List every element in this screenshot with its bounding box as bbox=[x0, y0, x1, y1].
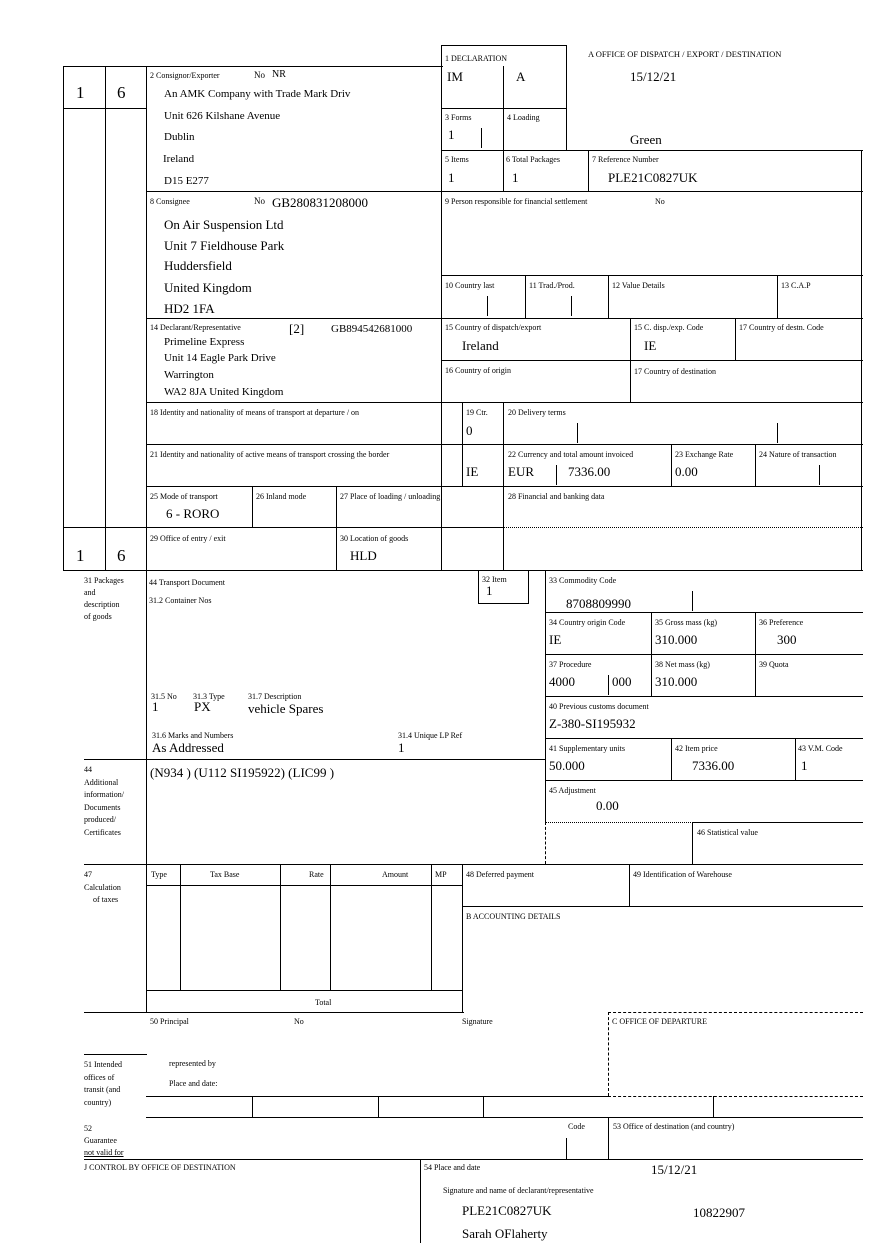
packages-side-label: 31 Packages and description of goods bbox=[84, 576, 124, 621]
dispatch-code-label: 15 C. disp./exp. Code bbox=[634, 323, 704, 332]
principal-no-label: No bbox=[294, 1017, 304, 1026]
declarant-line: WA2 8JA United Kingdom bbox=[164, 386, 284, 398]
location-goods-label: 30 Location of goods bbox=[340, 534, 409, 543]
exchange-rate-value: 0.00 bbox=[675, 464, 698, 479]
financial-banking-label: 28 Financial and banking data bbox=[508, 492, 605, 501]
item-counter-right: 6 bbox=[117, 546, 126, 565]
procedure-value: 4000 bbox=[549, 674, 575, 689]
destination-code-label: 17 Country of destn. Code bbox=[739, 323, 824, 332]
transport-border-value: IE bbox=[466, 464, 479, 479]
reference-number-label: 7 Reference Number bbox=[592, 155, 659, 164]
nature-transaction-label: 24 Nature of transaction bbox=[759, 450, 837, 459]
total-packages-label: 6 Total Packages bbox=[506, 155, 560, 164]
transport-document-label: 44 Transport Document bbox=[149, 578, 225, 587]
country-destination-label: 17 Country of destination bbox=[634, 367, 716, 376]
financial-no-label: No bbox=[655, 197, 665, 206]
country-last-label: 10 Country last bbox=[445, 281, 495, 290]
declarant-name: Sarah OFlaherty bbox=[462, 1226, 548, 1241]
declarant-eori: GB894542681000 bbox=[331, 323, 413, 335]
deferred-payment-label: 48 Deferred payment bbox=[466, 870, 534, 879]
package-type-value: PX bbox=[194, 699, 211, 714]
declarant-line: Warrington bbox=[164, 369, 214, 381]
description-value: vehicle Spares bbox=[248, 701, 324, 716]
warehouse-label: 49 Identification of Warehouse bbox=[633, 870, 732, 879]
supplementary-units-label: 41 Supplementary units bbox=[549, 744, 625, 753]
procedure-additional-value: 000 bbox=[612, 674, 632, 689]
consignee-line: HD2 1FA bbox=[164, 301, 215, 316]
country-dispatch-value: Ireland bbox=[462, 338, 499, 353]
transport-border-label: 21 Identity and nationality of active means of transport crossing the border bbox=[150, 450, 390, 459]
declarant-signature-label: Signature and name of declarant/representative bbox=[443, 1186, 594, 1195]
vm-code-value: 1 bbox=[801, 758, 808, 773]
dispatch-code-value: IE bbox=[644, 338, 657, 353]
supplementary-units-value: 50.000 bbox=[549, 758, 585, 773]
place-date-54-value: 15/12/21 bbox=[651, 1162, 698, 1177]
country-dispatch-label: 15 Country of dispatch/export bbox=[445, 323, 542, 332]
forms-value: 1 bbox=[448, 127, 455, 142]
description-label: 31.7 Description bbox=[248, 692, 302, 701]
items-value: 1 bbox=[448, 170, 455, 185]
previous-document-label: 40 Previous customs document bbox=[549, 702, 649, 711]
place-loading-label: 27 Place of loading / unloading bbox=[340, 492, 441, 501]
page-counter-left: 1 bbox=[76, 83, 85, 102]
tax-col-type: Type bbox=[151, 870, 167, 879]
exchange-rate-label: 23 Exchange Rate bbox=[675, 450, 734, 459]
invoice-amount: 7336.00 bbox=[568, 464, 611, 479]
commodity-code-value: 8708809990 bbox=[566, 596, 631, 611]
package-no-label: 31.5 No bbox=[151, 692, 177, 701]
preference-value: 300 bbox=[777, 632, 797, 647]
statistical-value-label: 46 Statistical value bbox=[697, 828, 758, 837]
tax-col-base: Tax Base bbox=[210, 870, 240, 879]
consignee-line: On Air Suspension Ltd bbox=[164, 217, 284, 232]
total-packages-value: 1 bbox=[512, 170, 519, 185]
principal-label: 50 Principal bbox=[150, 1017, 189, 1026]
consignee-line: Huddersfield bbox=[164, 258, 232, 273]
procedure-label: 37 Procedure bbox=[549, 660, 592, 669]
package-type-label: 31.3 Type bbox=[193, 692, 225, 701]
adjustment-label: 45 Adjustment bbox=[549, 786, 596, 795]
item-price-label: 42 Item price bbox=[675, 744, 718, 753]
office-date: 15/12/21 bbox=[630, 69, 677, 84]
unique-lp-value: 1 bbox=[398, 740, 405, 755]
consignee-line: United Kingdom bbox=[164, 280, 252, 295]
delivery-terms-label: 20 Delivery terms bbox=[508, 408, 566, 417]
place-date-54-label: 54 Place and date bbox=[424, 1163, 481, 1172]
items-label: 5 Items bbox=[445, 155, 469, 164]
reference-number-value: PLE21C0827UK bbox=[608, 170, 698, 185]
location-goods-value: HLD bbox=[350, 548, 377, 563]
mode-transport-label: 25 Mode of transport bbox=[150, 492, 218, 501]
transport-departure-label: 18 Identity and nationality of means of transport at departure / on bbox=[150, 408, 360, 417]
previous-document-value: Z-380-SI195932 bbox=[549, 716, 636, 731]
commodity-code-label: 33 Commodity Code bbox=[549, 576, 617, 585]
adjustment-value: 0.00 bbox=[596, 798, 619, 813]
item-counter-left: 1 bbox=[76, 546, 85, 565]
declaration-label: 1 DECLARATION bbox=[445, 54, 507, 63]
code-label: Code bbox=[568, 1122, 585, 1131]
mode-transport-value: 6 - RORO bbox=[166, 506, 220, 521]
declaration-subtype: A bbox=[516, 69, 526, 84]
loading-label: 4 Loading bbox=[507, 113, 540, 122]
office-departure-label: C OFFICE OF DEPARTURE bbox=[612, 1017, 708, 1026]
consignor-line: An AMK Company with Trade Mark Driv bbox=[164, 88, 351, 100]
unique-lp-label: 31.4 Unique LP Ref bbox=[398, 731, 463, 740]
declaration-type: IM bbox=[447, 69, 463, 84]
gross-mass-value: 310.000 bbox=[655, 632, 698, 647]
marks-value: As Addressed bbox=[152, 740, 224, 755]
consignee-no-value: GB280831208000 bbox=[272, 195, 369, 210]
consignor-line: Ireland bbox=[163, 153, 195, 165]
transit-offices-label: 51 Intended offices of transit (and country) bbox=[84, 1060, 122, 1107]
declarant-line: Unit 14 Eagle Park Drive bbox=[164, 352, 276, 364]
financial-settlement-label: 9 Person responsible for financial settlement bbox=[445, 197, 588, 206]
declarant-line: Primeline Express bbox=[164, 336, 245, 348]
package-no-value: 1 bbox=[152, 699, 159, 714]
marks-label: 31.6 Marks and Numbers bbox=[152, 731, 234, 740]
currency-value: EUR bbox=[508, 464, 534, 479]
tax-col-amount: Amount bbox=[382, 870, 409, 879]
consignor-label: 2 Consignor/Exporter bbox=[150, 71, 220, 80]
preference-label: 36 Preference bbox=[759, 618, 804, 627]
consignor-line: Unit 626 Kilshane Avenue bbox=[164, 110, 281, 122]
net-mass-label: 38 Net mass (kg) bbox=[655, 660, 710, 669]
cap-label: 13 C.A.P bbox=[781, 281, 811, 290]
quota-label: 39 Quota bbox=[759, 660, 789, 669]
accounting-details-label: B ACCOUNTING DETAILS bbox=[466, 912, 561, 921]
container-flag-value: 0 bbox=[466, 423, 473, 438]
taxes-side-label: 47 Calculation of taxes bbox=[84, 870, 121, 904]
signature-reference: PLE21C0827UK bbox=[462, 1203, 552, 1218]
container-flag-label: 19 Ctr. bbox=[466, 408, 488, 417]
item-price-value: 7336.00 bbox=[692, 758, 735, 773]
consignor-line: Dublin bbox=[164, 131, 195, 143]
tax-total-label: Total bbox=[315, 998, 332, 1007]
additional-info-side-label: 44 Additional information/ Documents produced/ Certificates bbox=[84, 765, 124, 837]
consignee-label: 8 Consignee bbox=[150, 197, 190, 206]
gross-mass-label: 35 Gross mass (kg) bbox=[655, 618, 717, 627]
office-entry-label: 29 Office of entry / exit bbox=[150, 534, 226, 543]
item-value: 1 bbox=[486, 583, 493, 598]
currency-label: 22 Currency and total amount invoiced bbox=[508, 450, 634, 459]
origin-code-value: IE bbox=[549, 632, 562, 647]
additional-info-value: (N934 ) (U112 SI195922) (LIC99 ) bbox=[150, 765, 335, 780]
forms-label: 3 Forms bbox=[445, 113, 472, 122]
country-origin-label: 16 Country of origin bbox=[445, 366, 511, 375]
principal-signature-label: Signature bbox=[462, 1017, 493, 1026]
net-mass-value: 310.000 bbox=[655, 674, 698, 689]
page-counter-right: 6 bbox=[117, 83, 126, 102]
office-dispatch-label: A OFFICE OF DISPATCH / EXPORT / DESTINATION bbox=[588, 49, 782, 59]
consignor-no-label: No bbox=[254, 70, 265, 80]
consignor-no-value: NR bbox=[272, 69, 286, 80]
place-date-label: Place and date: bbox=[169, 1079, 218, 1088]
trad-prod-label: 11 Trad./Prod. bbox=[529, 281, 575, 290]
origin-code-label: 34 Country origin Code bbox=[549, 618, 626, 627]
declarant-label: 14 Declarant/Representative bbox=[150, 323, 241, 332]
consignor-line: D15 E277 bbox=[164, 175, 209, 187]
consignee-no-label: No bbox=[254, 196, 265, 206]
route-color: Green bbox=[630, 132, 662, 147]
signature-number: 10822907 bbox=[693, 1205, 745, 1220]
value-details-label: 12 Value Details bbox=[612, 281, 665, 290]
tax-col-rate: Rate bbox=[309, 870, 324, 879]
guarantee-label: 52 Guarantee not valid for bbox=[84, 1124, 124, 1157]
item-label: 32 Item bbox=[482, 575, 507, 584]
inland-mode-label: 26 Inland mode bbox=[256, 492, 307, 501]
office-destination-label: 53 Office of destination (and country) bbox=[613, 1122, 735, 1131]
control-destination-label: J CONTROL BY OFFICE OF DESTINATION bbox=[84, 1163, 236, 1172]
tax-col-mp: MP bbox=[435, 870, 447, 879]
consignee-line: Unit 7 Fieldhouse Park bbox=[164, 238, 285, 253]
vm-code-label: 43 V.M. Code bbox=[798, 744, 843, 753]
represented-by-label: represented by bbox=[169, 1059, 216, 1068]
container-nos-label: 31.2 Container Nos bbox=[149, 596, 212, 605]
declarant-code: [2] bbox=[289, 321, 305, 336]
